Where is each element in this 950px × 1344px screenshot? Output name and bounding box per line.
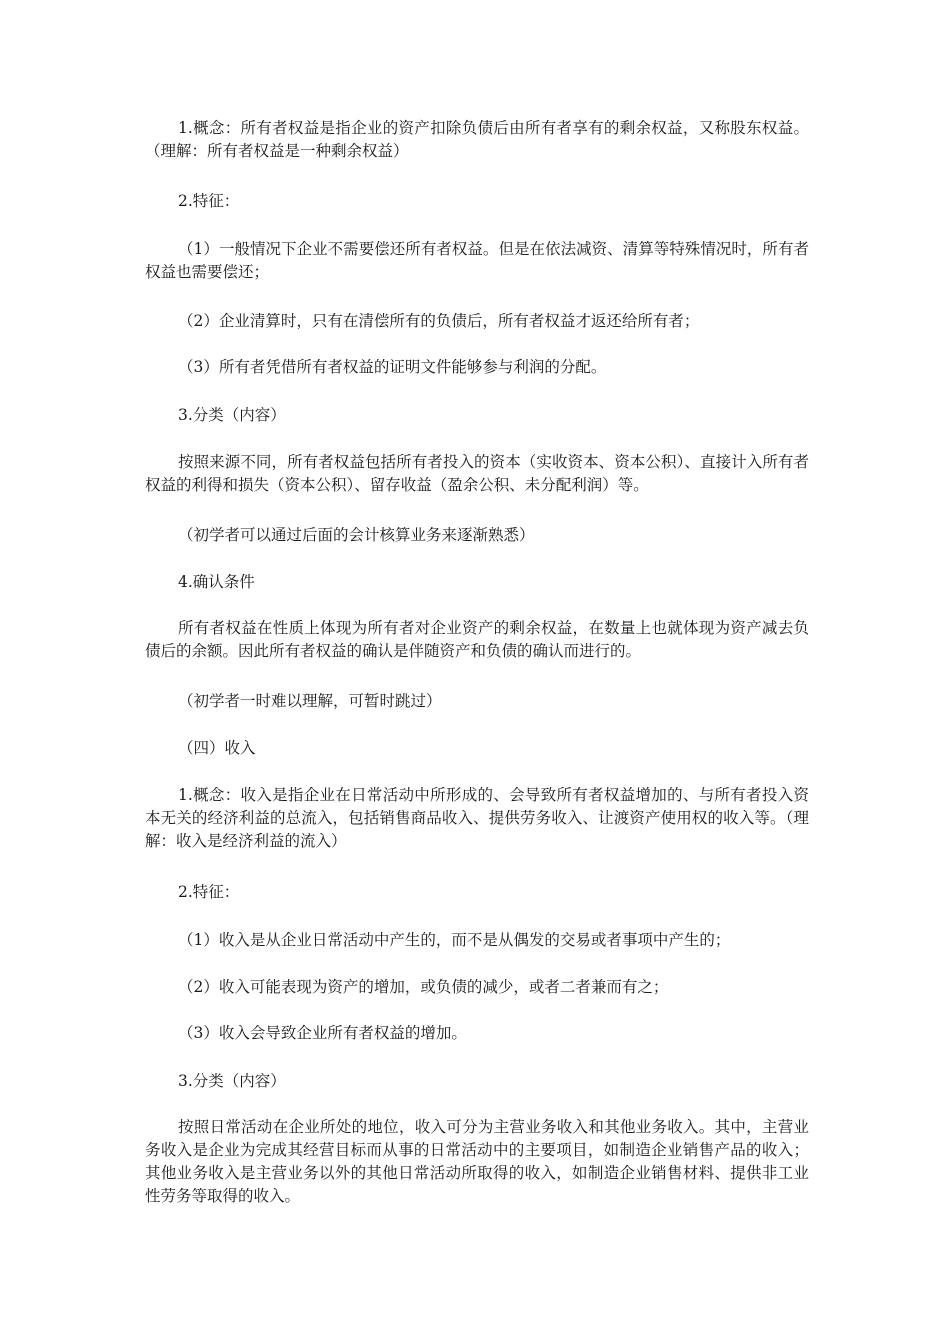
paragraph-revenue-classification-heading: 3.分类（内容） [178,1072,286,1090]
paragraph-equity-classification-heading: 3.分类（内容） [178,406,286,424]
paragraph-equity-recognition-heading: 4.确认条件 [178,573,255,591]
paragraph-equity-feature-3: （3）所有者凭借所有者权益的证明文件能够参与利润的分配。 [178,358,607,376]
paragraph-revenue-section-heading: （四）收入 [178,739,256,757]
paragraph-equity-recognition: 所有者权益在性质上体现为所有者对企业资产的剩余权益，在数量上也就体现为资产减去负债后的余额。因此所有者权益的确认是伴随资产和负债的确认而进行的。 [145,619,809,660]
paragraph-equity-feature-1: （1）一般情况下企业不需要偿还所有者权益。但是在依法减资、清算等特殊情况时，所有者权益也需要偿还； [145,240,809,281]
paragraph-equity-concept: 1.概念：所有者权益是指企业的资产扣除负债后由所有者享有的剩余权益，又称股东权益。（理解：所有者权益是一种剩余权益） [145,119,809,160]
paragraph-revenue-feature-3: （3）收入会导致企业所有者权益的增加。 [178,1024,467,1042]
paragraph-revenue-feature-2: （2）收入可能表现为资产的增加，或负债的减少，或者二者兼而有之； [178,978,669,996]
paragraph-equity-features-heading: 2.特征： [178,192,240,210]
paragraph-equity-feature-2: （2）企业清算时，只有在清偿所有的负债后，所有者权益才返还给所有者； [178,312,700,330]
paragraph-revenue-concept: 1.概念：收入是指企业在日常活动中所形成的、会导致所有者权益增加的、与所有者投入资本无关的经济利益的总流入，包括销售商品收入、提供劳务收入、让渡资产使用权的收入等。（理解：收入是经济利益的流入） [145,786,809,850]
paragraph-revenue-features-heading: 2.特征： [178,883,240,901]
paragraph-equity-classification: 按照来源不同，所有者权益包括所有者投入的资本（实收资本、资本公积）、直接计入所有者权益的利得和损失（资本公积）、留存收益（盈余公积、未分配利润）等。 [145,453,809,494]
paragraph-revenue-classification: 按照日常活动在企业所处的地位，收入可分为主营业务收入和其他业务收入。其中，主营业务收入是企业为完成其经营目标而从事的日常活动中的主要项目，如制造企业销售产品的收入；其他业务收入是主营业务以外的其他日常活动所取得的收入，如制造企业销售材料、提供非工业性劳务等取得的收入。 [145,1118,809,1205]
paragraph-equity-skip-note: （初学者一时难以理解，可暂时跳过） [178,692,442,710]
paragraph-equity-beginner-note: （初学者可以通过后面的会计核算业务来逐渐熟悉） [178,526,535,544]
paragraph-revenue-feature-1: （1）收入是从企业日常活动中产生的，而不是从偶发的交易或者事项中产生的； [178,931,731,949]
